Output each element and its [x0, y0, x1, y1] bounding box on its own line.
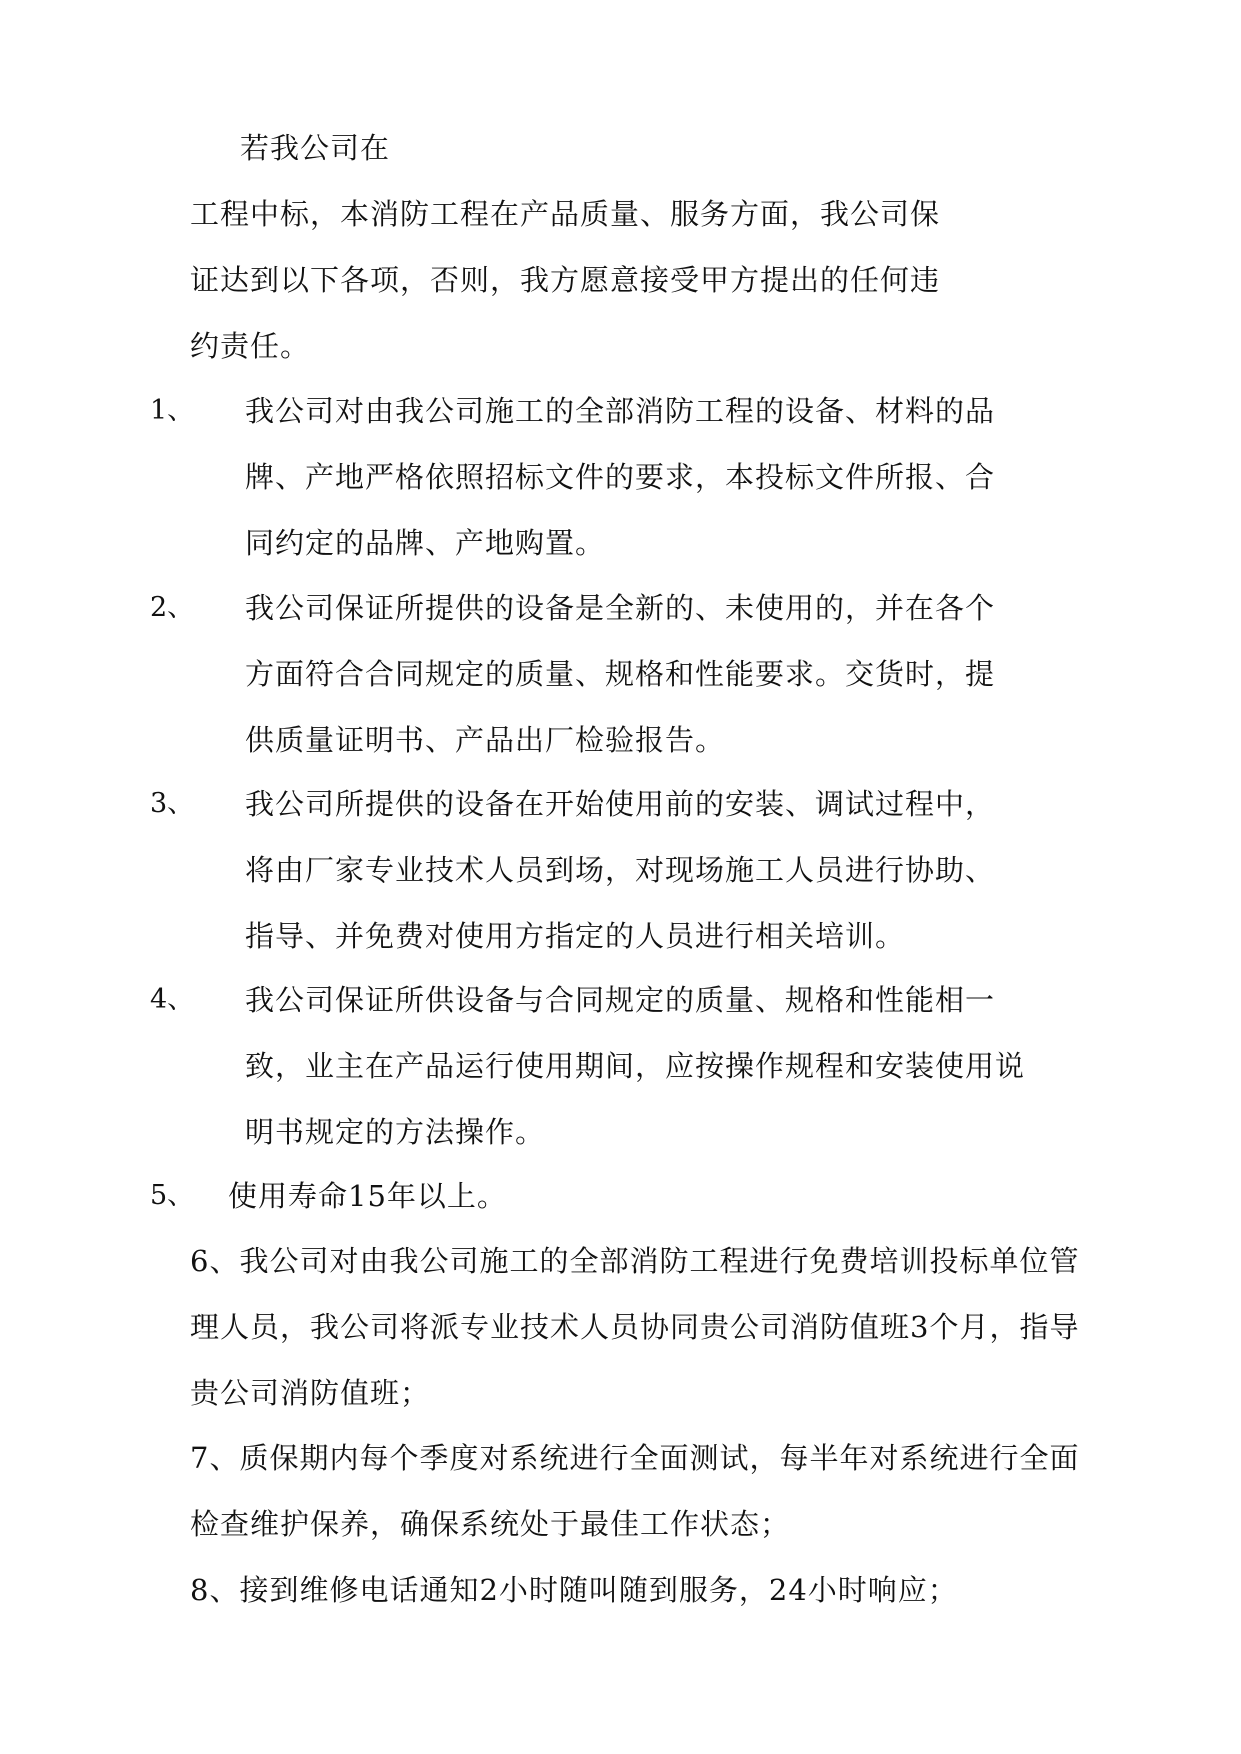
paragraph-line: 理人员，我公司将派专业技术人员协同贵公司消防值班3个月，指导	[190, 1310, 1080, 1344]
item-line: 将由厂家专业技术人员到场，对现场施工人员进行协助、	[245, 853, 996, 887]
item-number: 2、	[150, 592, 195, 623]
paragraph-line: 检查维护保养，确保系统处于最佳工作状态；	[190, 1507, 791, 1541]
intro-line: 工程中标，本消防工程在产品质量、服务方面，我公司保	[190, 197, 941, 231]
paragraph-line: 6、我公司对由我公司施工的全部消防工程进行免费培训投标单位管	[190, 1244, 1080, 1278]
item-line: 供质量证明书、产品出厂检验报告。	[245, 723, 726, 757]
intro-line: 证达到以下各项，否则，我方愿意接受甲方提出的任何违	[190, 263, 941, 297]
item-number: 1、	[150, 395, 195, 426]
paragraph-line: 8、接到维修电话通知2小时随叫随到服务，24小时响应；	[190, 1573, 958, 1607]
item-line: 我公司所提供的设备在开始使用前的安装、调试过程中，	[245, 787, 996, 821]
item-line: 致，业主在产品运行使用期间，应按操作规程和安装使用说	[245, 1049, 1026, 1083]
paragraph-line: 7、质保期内每个季度对系统进行全面测试，每半年对系统进行全面	[190, 1441, 1080, 1475]
item-line: 我公司对由我公司施工的全部消防工程的设备、材料的品	[245, 394, 996, 428]
item-number: 5、	[150, 1180, 195, 1211]
item-line: 我公司保证所提供的设备是全新的、未使用的，并在各个	[245, 591, 996, 625]
item-line: 方面符合合同规定的质量、规格和性能要求。交货时，提	[245, 657, 996, 691]
item-line: 同约定的品牌、产地购置。	[245, 526, 606, 560]
intro-line: 约责任。	[190, 329, 311, 363]
intro-opening: 若我公司在	[240, 131, 391, 165]
item-line: 我公司保证所供设备与合同规定的质量、规格和性能相一	[245, 983, 996, 1017]
item-number: 4、	[150, 984, 195, 1015]
item-line: 指导、并免费对使用方指定的人员进行相关培训。	[245, 919, 906, 953]
paragraph-line: 贵公司消防值班；	[190, 1376, 431, 1410]
item-line: 明书规定的方法操作。	[245, 1115, 546, 1149]
item-line: 牌、产地严格依照招标文件的要求，本投标文件所报、合	[245, 460, 996, 494]
item-number: 3、	[150, 788, 195, 819]
item-line: 使用寿命15年以上。	[228, 1179, 507, 1213]
